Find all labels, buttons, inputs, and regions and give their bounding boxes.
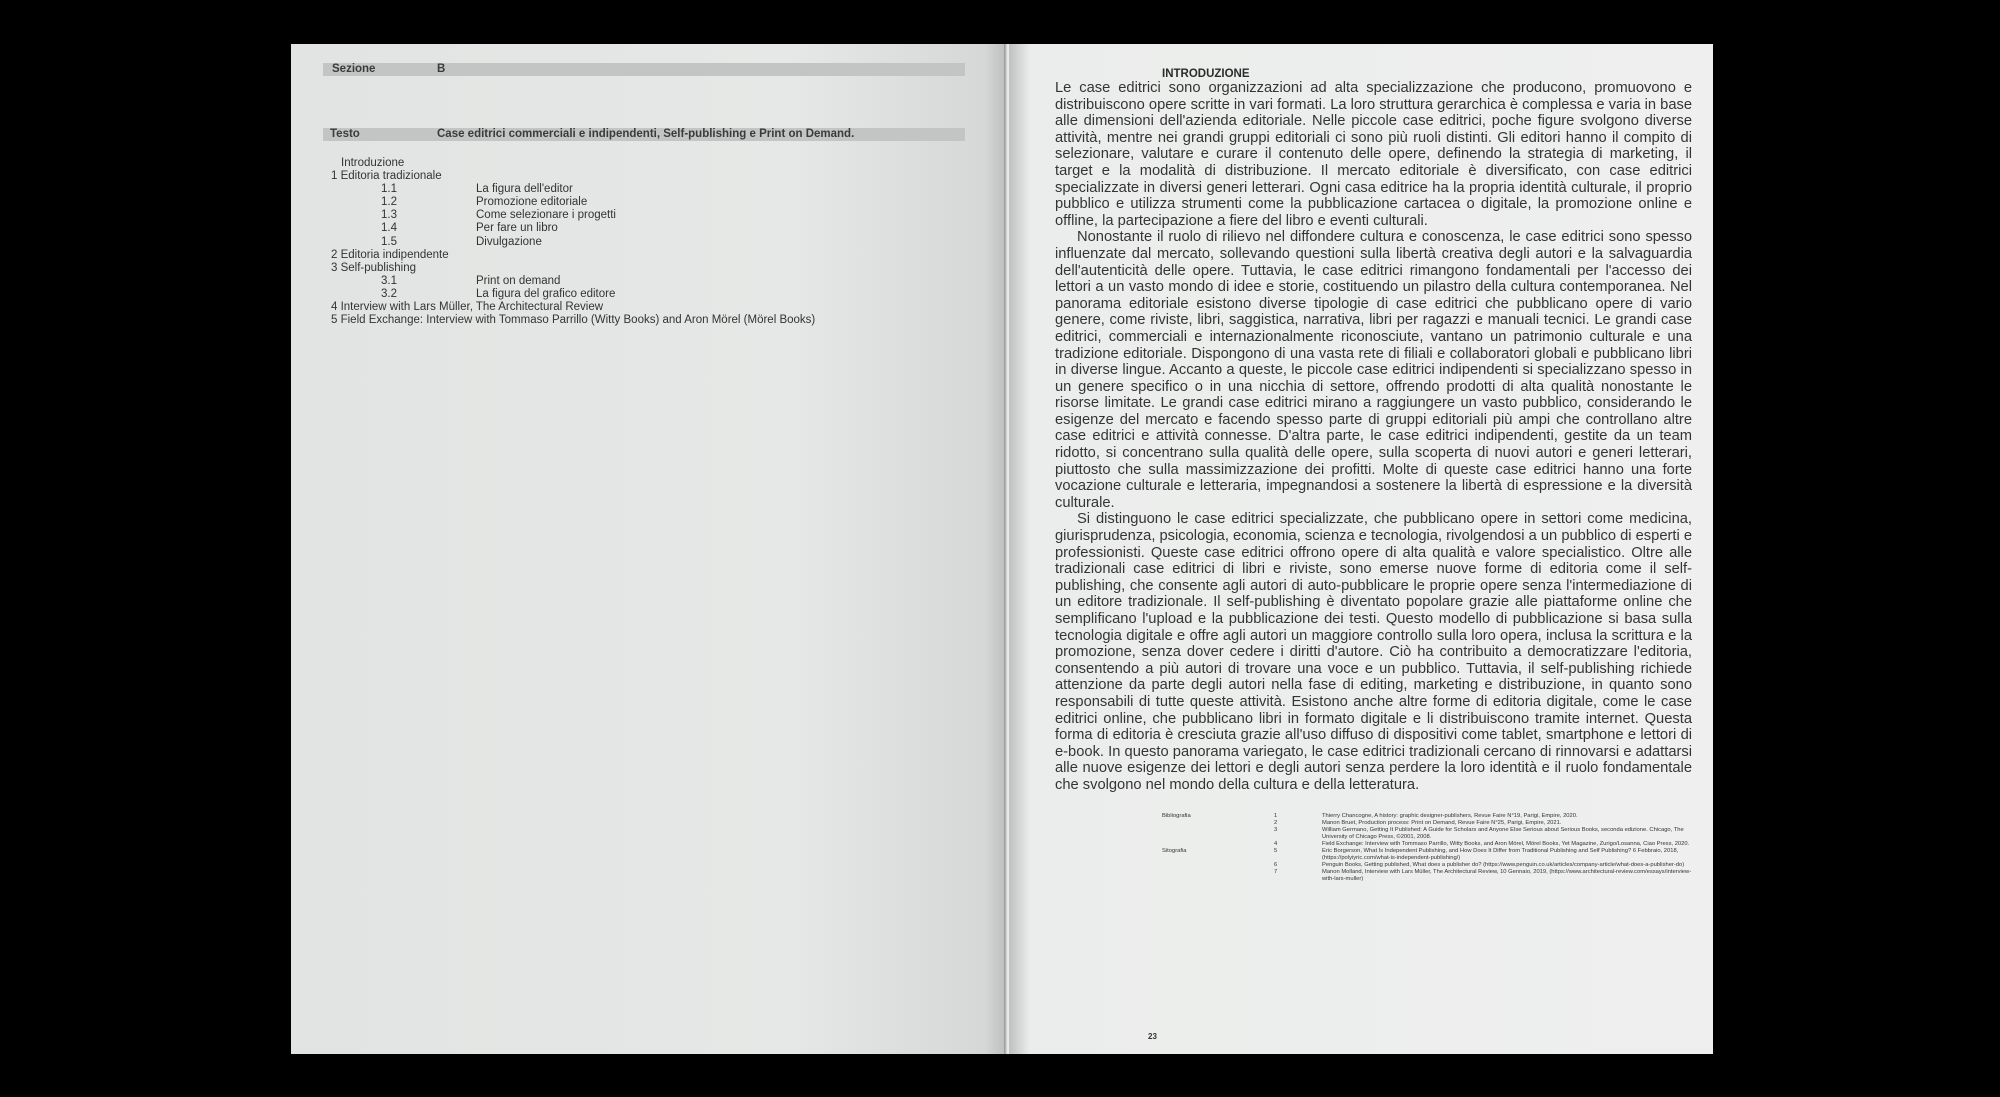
bibliography-text: Field Exchange: Interview with Tommaso Parrillo, Witty Books, and Aron Mörel, Mörel Books, Yet Magazine, Zurigo/Losanna, Ciao Press, 2020.: [1322, 841, 1690, 847]
toc-title: 4 Interview with Lars Müller, The Architectural Review: [331, 301, 604, 314]
bibliography-label: Bibliografia: [1162, 813, 1191, 819]
toc-entry: [331, 314, 815, 327]
toc-title: 3 Self-publishing: [331, 261, 417, 274]
bibliography-text: William Germano, Getting It Published: A Guide for Scholars and Anyone Else Serious about Serious Books, seconda edizione. Chicago, The University of Chicago Press, ©2001, 2008.: [1322, 827, 1684, 840]
bibliography-entry: [1162, 862, 1702, 869]
text-label: Testo: [330, 128, 360, 140]
page-number: 23: [1148, 1032, 1157, 1041]
toc-number: 1.2: [381, 196, 397, 209]
right-page: [1009, 44, 1713, 1054]
bibliography-number: 6: [1274, 862, 1278, 868]
bibliography-entry: [1162, 841, 1702, 848]
toc-entry: [331, 222, 815, 235]
toc-entry: [331, 301, 815, 314]
toc-title: 1 Editoria tradizionale: [331, 170, 442, 183]
intro-heading: INTRODUZIONE: [1162, 68, 1250, 80]
bibliography-number: 2: [1274, 820, 1278, 826]
left-page: [291, 44, 1006, 1054]
bibliography-entry: [1162, 820, 1702, 827]
bibliography-entry: [1162, 869, 1702, 883]
toc-number: 3.2: [381, 287, 397, 300]
toc-title: Introduzione: [341, 157, 405, 169]
toc-title: La figura dell'editor: [476, 183, 573, 196]
body-text: [1055, 80, 1692, 794]
toc-entry: [331, 275, 815, 288]
bibliography-number: 5: [1274, 848, 1278, 854]
paragraph: Nonostante il ruolo di rilievo nel diffondere cultura e conoscenza, le case editrici sono spesso influenzate dal mercato, sollevando questioni sulla libertà creativa degli autori e la salvaguardia dell'autenticità delle opere. Tuttavia, le case editrici rimangono fondamentali per l'accesso dei lettori a un vasto mondo di idee e storie, costituendo un pilastro della cultura contemporanea. Nel panorama editoriale esistono diverse tipologie di case editrici che pubblicano opere di vario genere, come riviste, libri, saggistica, narrativa, libri per ragazzi e manuali tecnici. Le grandi case editrici, commerciali e internazionalmente riconosciute, vantano un patrimonio culturale e una tradizione editoriale. Dispongono di una vasta rete di filiali e collaboratori globali e pubblicano libri in diverse lingue. Accanto a queste, le piccole case editrici indipendenti si specializzano spesso in un genere specifico o in una nicchia di settore, offrendo prodotti di alta qualità nonostante le risorse limitate. Le grandi case editrici mirano a raggiungere un vasto pubblico, considerando le esigenze del mercato e facendo spesso parte di gruppi editoriali più ampi che controllano altre case editrici e attività connesse. D'altra parte, le case editrici indipendenti, gestite da un team ridotto, si concentrano sulla qualità delle opere, sulla scoperta di nuovi autori e generi letterari, piuttosto che sulla massimizzazione dei profitti. Molte di queste case editrici hanno una forte vocazione culturale e letteraria, impegnandosi a sostenere la libertà di espressione e la diversità culturale.: [1055, 229, 1692, 511]
toc-number: 1.1: [381, 183, 397, 196]
bibliography-entry: [1162, 813, 1702, 820]
toc-entry: [331, 170, 815, 183]
text-bar: [323, 128, 965, 141]
paragraph: Le case editrici sono organizzazioni ad alta specializzazione che producono, promuovono e distribuiscono opere scritte in vari formati. La loro struttura gerarchica è complessa e varia in base alle dimensioni dell'azienda editoriale. Nelle piccole case editrici, poche figure svolgono diverse attività, mentre nei grandi gruppi editoriali ci sono più ruoli distinti. Gli editori hanno il compito di selezionare, valutare e curare il contenuto delle opere, definendo la strategia di marketing, il target e la modalità di distribuzione. Il mercato editoriale è diversificato, con case editrici specializzate in diversi generi letterari. Ogni casa editrice ha la propria identità culturale, il proprio pubblico e utilizza strumenti come la pubblicazione cartacea o digitale, la promozione online e offline, la partecipazione a fiere del libro e eventi culturali.: [1055, 80, 1692, 229]
bibliography-text: Eric Borgerson, What Is Independent Publishing, and How Does It Differ from Traditional Publishing and Self Publishing? 6 Febbraio, 2018, (https://polyiyric.com/what-is-independent-publishing/): [1322, 848, 1679, 861]
toc-number: 1.4: [381, 222, 397, 235]
toc-title: 5 Field Exchange: Interview with Tommaso Parrillo (Witty Books) and Aron Mörel (Mörel Books): [331, 314, 816, 327]
toc-number: 1.5: [381, 235, 397, 248]
bibliography-number: 1: [1274, 813, 1278, 819]
toc-title: Print on demand: [476, 274, 561, 287]
bibliography-text: Manon Molland, Interview with Lars Müller, The Architectural Review, 10 Gennaio, 2019, (https://www.architectural-review.com/essays/interview-with-lars-muller): [1322, 869, 1692, 882]
paragraph: Si distinguono le case editrici specializzate, che pubblicano opere in settori come medicina, giurisprudenza, psicologia, economia, scienza e tecnologia, rivolgendosi a un pubblico di esperti e professionisti. Queste case editrici offrono opere di alta qualità e valore specialistico. Oltre alle tradizionali case editrici di libri e riviste, sono emerse nuove forme di editoria come il self-publishing, che consente agli autori di auto-pubblicare le proprie opere senza l'intermediazione di un editore tradizionale. Il self-publishing è diventato popolare grazie alle piattaforme online che semplificano l'upload e la pubblicazione dei testi. Questo modello di pubblicazione si basa sulla tecnologia digitale e offre agli autori un maggiore controllo sulla loro opera, inclusa la scrittura e la promozione, senza dover cedere i diritti d'autore. Ciò ha contribuito a democratizzare l'editoria, consentendo a più autori di trovare una voce e un pubblico. Tuttavia, il self-publishing richiede attenzione da parte degli autori nella fase di editing, marketing e distribuzione, in quanto sono responsabili di tutte queste attività. Esistono anche altre forme di editoria digitale, come le case editrici online, che pubblicano libri in formato digitale e li distribuiscono tramite internet. Questa forma di editoria è cresciuta grazie all'uso diffuso di dispositivi come tablet, smartphone e lettori di e-book. In questo panorama variegato, le case editrici tradizionali cercano di rinnovarsi e adattarsi alle nuove esigenze dei lettori e degli autori senza perdere la loro identità e il ruolo fondamentale che svolgono nel mondo della cultura e della letteratura.: [1055, 511, 1692, 793]
toc-title: Divulgazione: [476, 235, 542, 248]
toc-entry: [331, 183, 815, 196]
text-value: Case editrici commerciali e indipendenti, Self-publishing e Print on Demand.: [437, 128, 855, 140]
bibliography-text: Thierry Chancogne, A history: graphic designer-publishers, Revue Faire N°19, Parigi, Empire, 2020.: [1322, 813, 1578, 819]
bibliography-number: 7: [1274, 869, 1278, 875]
toc-entry: [331, 262, 815, 275]
section-value: B: [437, 63, 446, 75]
bibliography: [1162, 813, 1702, 883]
toc-entry: [331, 157, 815, 170]
toc-title: 2 Editoria indipendente: [331, 248, 449, 261]
toc-entry: [331, 209, 815, 222]
toc-title: Promozione editoriale: [476, 196, 588, 209]
bibliography-text: Manon Bruet, Production process: Print on Demand, Revue Faire N°25, Parigi, Empire, 2021.: [1322, 820, 1562, 826]
bibliography-label: Sitografia: [1162, 848, 1187, 854]
toc-entry: [331, 236, 815, 249]
bibliography-entry: [1162, 848, 1702, 862]
bibliography-number: 4: [1274, 841, 1278, 847]
bibliography-text: Penguin Books, Getting published, What does a publisher do? (https://www.penguin.co.uk/articles/company-article/what-does-a-publisher-do): [1322, 862, 1685, 868]
toc-number: 1.3: [381, 209, 397, 222]
toc-title: Come selezionare i progetti: [476, 209, 616, 222]
bibliography-number: 3: [1274, 827, 1278, 833]
toc-number: 3.1: [381, 274, 397, 287]
toc-entry: [331, 288, 815, 301]
section-label: Sezione: [332, 63, 376, 75]
toc-title: La figura del grafico editore: [476, 287, 616, 300]
toc-title: Per fare un libro: [476, 222, 558, 235]
section-bar: [323, 63, 965, 76]
bibliography-entry: [1162, 827, 1702, 841]
toc-entry: [331, 249, 815, 262]
table-of-contents: [331, 157, 815, 327]
toc-entry: [331, 196, 815, 209]
